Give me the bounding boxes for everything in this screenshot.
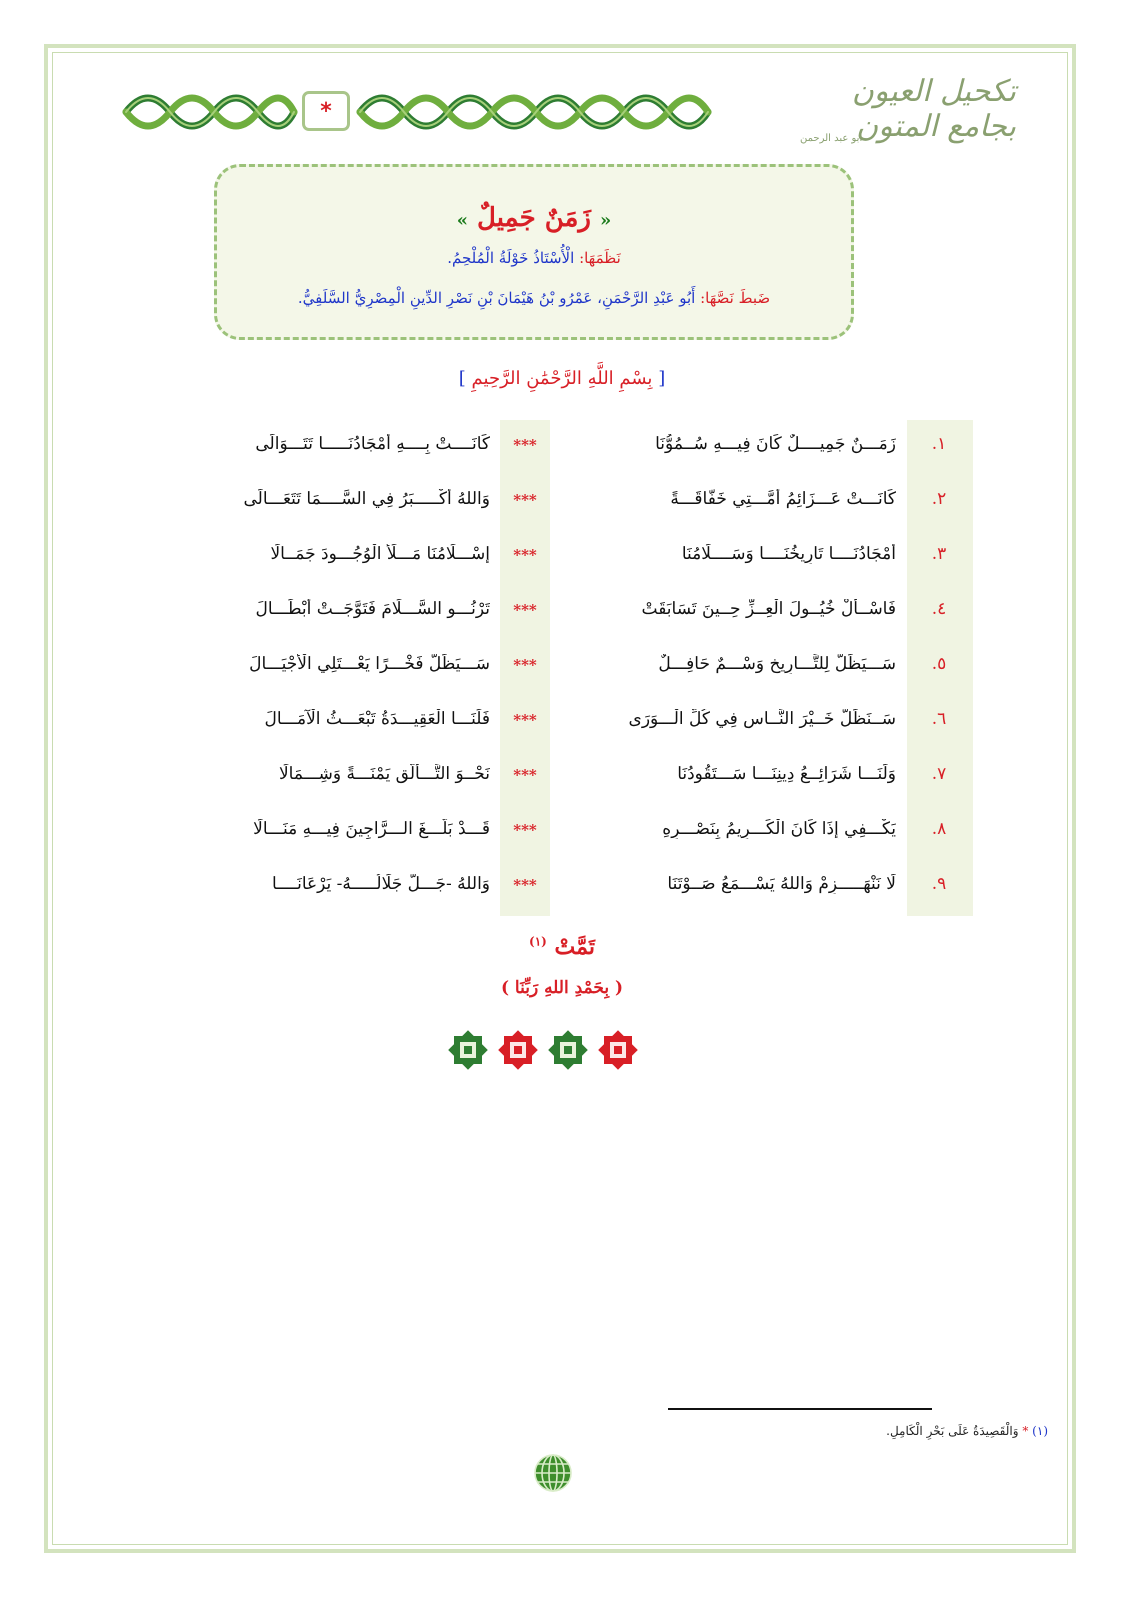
basmala-bracket-close: ] [458,368,466,389]
verse-second-hemistich: سَـــيَظَلُّ فَخْـــرًا يَعْـــتَلِي الْأَجْيَـــالَ [249,654,490,674]
verse-second-hemistich: إِسْـــلَامُنَا مَـــلَأَ الْوُجُـــودَ جَمَــالَا [270,544,490,564]
verse-row [140,585,972,640]
footnote-divider [668,1408,932,1410]
composer-name: الْأُسْتَاذُ خَوْلَةُ الْمُلْحِمُ. [447,249,575,267]
ending-praise: ( بِحَمْدِ اللهِ رَبِّنَا ) [500,978,624,998]
logo-small-text: أبو عبد الرحمن [800,133,863,144]
composer-line [217,246,851,270]
verse-first-hemistich: كَانَـــتْ عَـــزَائِمُ أُمَّـــتِي خَفَّاقَـــةً [670,489,896,509]
verse-number: ٦. [931,709,947,729]
footnote-marker: * [1022,1424,1029,1438]
verse-separator: *** [513,711,537,729]
verse-second-hemistich: نَحْــوَ التَّـــأَلُّقِ يَمْنَـــةً وَشِـــمَالَا [278,764,490,784]
editor-name: أَبُو عَبْدِ الرَّحْمَنِ، عَمْرُو بْنُ هَيْمَانَ بْنِ نَصْرِ الدِّينِ الْمِصْرِيُّ السَّلَفِيُّ. [297,289,696,307]
verse-separator: *** [513,491,537,509]
verse-first-hemistich: يَكْـــفِي إِذَا كَانَ الْكَـــرِيمُ بِنَصْـــرِهِ [662,819,896,839]
verse-first-hemistich: فَاسْــأَلْ خُيُــولَ الْعِــزِّ حِــينَ تَسَابَقَتْ [641,599,896,619]
verse-number: ٥. [931,654,947,674]
verse-separator: *** [513,766,537,784]
title-quote-open: « [600,210,612,231]
editor-line [217,286,851,310]
logo-line2: بجامع المتون [856,109,1016,144]
islamic-star-ornament-icon [448,1030,648,1070]
verse-row [140,640,972,695]
verse-second-hemistich: فَلَنَـــا الْعَقِيـــدَةُ تَبْعَـــثُ الْآمَـــالَ [264,709,490,729]
header-star-box [302,91,350,131]
ending-text: تَمَّتْ [554,934,595,960]
ending-footnote-ref: (١) [529,934,547,949]
verse-row [140,805,972,860]
verse-separator: *** [513,656,537,674]
verse-separator: *** [513,546,537,564]
verse-first-hemistich: زَمَـــنٌ جَمِيــــلٌ كَانَ فِيـــهِ سُــمُوُّنَا [655,434,896,454]
logo-line1: تكحيل العيون [851,74,1016,109]
verse-second-hemistich: وَاللهُ -جَـــلَّ جَلَالُـــــهُ- يَرْعَانَــــا [272,874,490,894]
verse-number: ١. [931,434,947,454]
verse-row [140,860,972,915]
verse-row [140,695,972,750]
footnote-text: وَالْقَصِيدَةُ عَلَى بَحْرِ الْكَامِلِ. [886,1424,1019,1438]
verse-first-hemistich: لَا نَنْهَـــــزِمْ وَاللهُ يَسْـــمَعُ صَــوْتَنَا [667,874,896,894]
verse-first-hemistich: سَـــيَظَلُّ لِلتَّـــارِيخِ وَسْـــمٌ حَافِـــلٌ [658,654,896,674]
verse-separator: *** [513,436,537,454]
verse-number: ٧. [931,764,947,784]
braided-ornament-right-icon [356,80,712,144]
verse-first-hemistich: أَمْجَادُنَــــا تَارِيخُنَــــا وَسَــــلَامُنَا [681,544,896,564]
verse-second-hemistich: كَانَــــتْ بِــــهِ أَمْجَادُنَـــــا تَتَـــوَالَى [255,434,490,454]
verse-separator: *** [513,876,537,894]
verse-number: ٢. [931,489,947,509]
verse-number: ٤. [931,599,947,619]
title-text: زَمَنٌ جَمِيلٌ [477,203,591,233]
poem-title [217,201,851,238]
verse-row [140,750,972,805]
title-quote-close: » [456,210,468,231]
verse-separator: *** [513,821,537,839]
globe-icon [533,1453,573,1493]
footnote-number: (١) [1032,1424,1048,1438]
verse-row [140,475,972,530]
basmala [0,368,1124,389]
composer-label: نَظَمَهَا: [579,249,621,267]
title-card [214,164,854,340]
book-logo [788,74,1016,148]
braided-ornament-left-icon [122,80,298,144]
verse-second-hemistich: وَاللهُ أَكْـــــبَرُ فِي السَّــــمَا تَتَعَـــالَى [243,489,490,509]
header-star: * [320,98,332,124]
footnote [886,1424,1048,1438]
verse-number: ٩. [931,874,947,894]
verse-number: ٨. [931,819,947,839]
verse-second-hemistich: تَرْنُـــو السَّـــلَامَ فَتَوَّجَــتْ أَبْطَـــالَ [255,599,490,619]
verse-first-hemistich: سَــنَظَلُّ خَــيْرَ النَّــاسِ فِي كُلِّ الْـــوَرَى [628,709,896,729]
verse-first-hemistich: وَلَنَـــا شَرَائِــعُ دِينِنَـــا سَـــتَقُودُنَا [677,764,896,784]
ending-word [0,934,1124,960]
verse-second-hemistich: قَـــدْ بَلَّـــغَ الـــرَّاجِينَ فِيـــهِ مَنَـــالَا [253,819,490,839]
verse-number: ٣. [931,544,947,564]
poem-table [140,420,972,916]
verse-row [140,420,972,475]
editor-label: ضَبطَ نَصَّهَا: [700,289,771,307]
verse-separator: *** [513,601,537,619]
basmala-text: بِسْمِ اللَّهِ الرَّحْمَٰنِ الرَّحِيمِ [471,368,653,389]
verse-row [140,530,972,585]
basmala-bracket-open: [ [658,368,666,389]
